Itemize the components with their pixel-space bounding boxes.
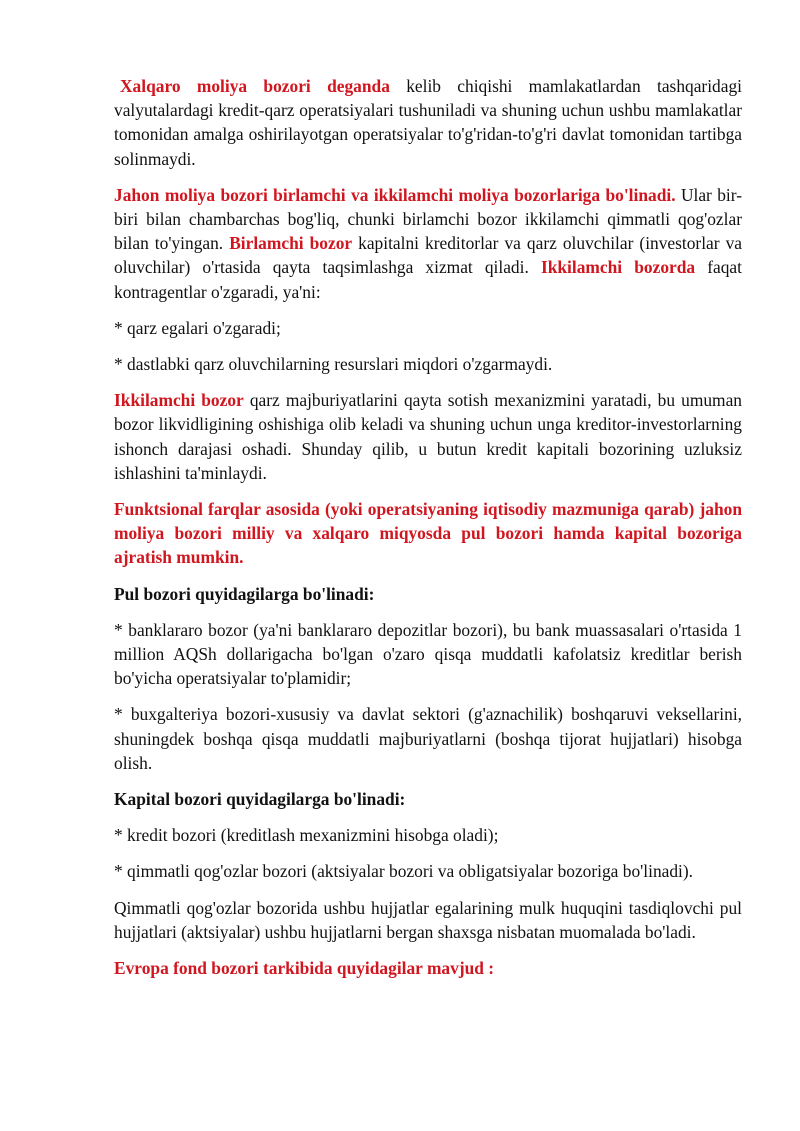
paragraph-securities-market: Qimmatli qog'ozlar bozorida ushbu hujjatlar egalarining mulk huquqini tasdiqlovchi pul hujjatlari (aktsiyalar) ushbu hujjatlarni bergan shaxsga nisbatan muomalada bo'ladi. — [114, 897, 742, 942]
heading-world-market-division: Jahon moliya bozori birlamchi va ikkilamchi moliya bozorlariga bo'linadi. — [114, 184, 676, 205]
paragraph-text: faqat kontragentlar o'zgaradi, ya'ni: — [114, 257, 742, 302]
paragraph-text: kelib chiqishi mamlakatlardan tashqaridagi valyutalardagi kredit-qarz operatsiyalari tushuniladi va shuning uchun ushbu mamlakatlar tomonidan amalga oshirilayotgan operatsiyalar to'g'ridan-to'g'ri davlat tomonidan tartibga solinmaydi. — [114, 76, 742, 169]
term-intl-financial-market: Xalqaro moliya bozori deganda — [120, 76, 390, 96]
heading-functional-differences: Funktsional farqlar asosida (yoki operatsiyaning iqtisodiy mazmuniga qarab) jahon moliya bozori milliy va xalqaro miqyosda pul bozori hamda kapital bozoriga ajratish mumkin. — [114, 499, 742, 568]
paragraph-text: kapitalni kreditorlar va qarz oluvchilar (investorlar va oluvchilar) o'rtasida qayta taqsimlashga xizmat qiladi. — [114, 233, 743, 278]
term-secondary-market: Ikkilamchi bozorda — [540, 257, 696, 278]
list-item: * qimmatli qog'ozlar bozori (aktsiyalar bozori va obligatsiyalar bozoriga bo'linadi). — [114, 861, 694, 882]
heading-european-stock-market: Evropa fond bozori tarkibida quyidagilar mavjud : — [114, 958, 495, 979]
term-secondary-market: Ikkilamchi bozor — [114, 390, 244, 411]
paragraph-text: qarz majburiyatlarini qayta sotish mexanizmini yaratadi, bu umuman bozor likvidligining oshishiga olib keladi va shuning uchun unga kreditor-investorlarning ishonch darajasi oshadi. Shunday qilib, u butun kredit kapitali bozorining uzluksiz ishlashini ta'minlaydi. — [114, 390, 742, 483]
paragraph-intl-financial-market — [114, 74, 742, 171]
paragraph-secondary-market — [114, 388, 742, 485]
heading-capital-market: Kapital bozori quyidagilarga bo'linadi: — [114, 789, 406, 810]
list-item: * buxgalteriya bozori-xususiy va davlat sektori (g'aznachilik) boshqaruvi veksellarini, shuningdek boshqa qisqa muddatli majburiyatlarni (boshqa tijorat hujjatlari) hisobga olish. — [114, 704, 742, 773]
list-item: * kredit bozori (kreditlash mexanizmini hisobga oladi); — [114, 825, 499, 846]
list-item: * banklararo bozor (ya'ni banklararo depozitlar bozori), bu bank muassasalari o'rtasida 1 million AQSh dollarigacha bo'lgan o'zaro qisqa muddatli kafolatsiz kreditlar berish bo'yicha operatsiyalar to'plamidir; — [114, 619, 742, 689]
paragraph-text: Ular bir-biri bilan chambarchas bog'liq, chunki birlamchi bozor ikkilamchi qimmatli qog'ozlar bilan to'yingan. — [114, 184, 743, 254]
heading-money-market: Pul bozori quyidagilarga bo'linadi: — [114, 583, 375, 604]
term-primary-market: Birlamchi bozor — [229, 233, 353, 254]
list-item: * dastlabki qarz oluvchilarning resurslari miqdori o'zgarmaydi. — [114, 354, 553, 375]
list-item: * qarz egalari o'zgaradi; — [114, 317, 281, 338]
paragraph-world-market-division — [114, 183, 742, 304]
